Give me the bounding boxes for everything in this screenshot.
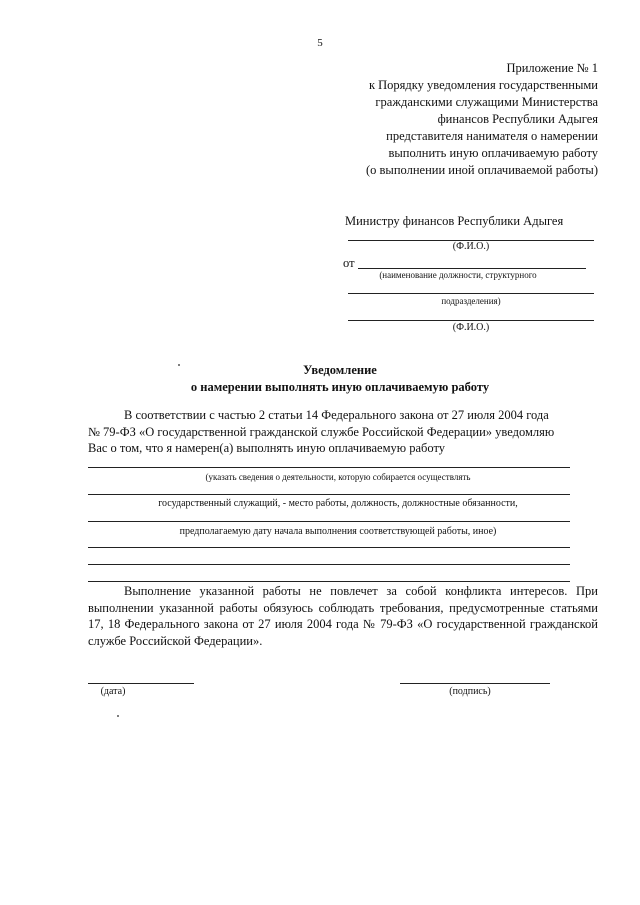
department-line [348, 293, 594, 294]
date-line [88, 683, 194, 684]
signature-caption: (подпись) [449, 686, 491, 697]
intro-paragraph [88, 407, 598, 457]
intro-line: В соответствии с частью 2 статьи 14 Федерального закона от 27 июля 2004 года [124, 408, 549, 422]
scan-dot [117, 715, 119, 717]
fio-caption-2: (Ф.И.О.) [452, 322, 490, 333]
hint-caption: государственный служащий, - место работы, должность, должностные обязанности, [158, 498, 518, 509]
title-line: Уведомление [303, 363, 377, 377]
addressee: Министру финансов Республики Адыгея [345, 214, 564, 228]
appendix-line: Приложение № 1 [506, 61, 598, 75]
appendix-line: представителя нанимателя о намерении [386, 129, 598, 143]
title-subline: о намерении выполнять иную оплачиваемую работу [190, 380, 490, 394]
page-number: 5 [317, 37, 323, 49]
intro-line: Вас о том, что я намерен(а) выполнять иную оплачиваемую работу [88, 441, 446, 455]
appendix-line: к Порядку уведомления государственными [368, 78, 598, 92]
appendix-line: финансов Республики Адыгея [437, 112, 598, 126]
appendix-line: гражданскими служащими Министерства [375, 95, 598, 109]
intro-line: № 79-ФЗ «О государственной гражданской службе Российской Федерации» уведомляю [88, 424, 555, 439]
hint-caption: (указать сведения о деятельности, которую собирается осуществлять [205, 472, 471, 482]
fill-line [88, 564, 570, 565]
appendix-line: (о выполнении иной оплачиваемой работы) [365, 163, 598, 177]
date-caption: (дата) [100, 686, 126, 697]
fio-caption: (Ф.И.О.) [452, 241, 490, 252]
fill-line [88, 467, 570, 468]
hint-caption: предполагаемую дату начала выполнения соответствующей работы, иное) [179, 526, 497, 537]
fill-line [88, 547, 570, 548]
position-line [358, 268, 586, 269]
fill-line [88, 521, 570, 522]
department-caption: подразделения) [441, 296, 501, 306]
position-caption: (наименование должности, структурного [379, 270, 537, 280]
appendix-line: выполнить иную оплачиваемую работу [388, 146, 598, 160]
fill-line [88, 581, 570, 582]
conclusion-paragraph: Выполнение указанной работы не повлечет за собой конфликта интересов. При выполнении указанной работы обязуюсь соблюдать требования, предусмотренные статьями 17, 18 Федерального закона от 27 июля 2004 года № 79-ФЗ «О государственной гражданской службе Российской Федерации». [88, 584, 598, 648]
fill-line [88, 494, 570, 495]
appendix-header [308, 60, 598, 179]
fio-line-2 [348, 320, 594, 321]
document-title [0, 362, 640, 396]
signature-line [400, 683, 550, 684]
from-label: от [343, 256, 355, 270]
